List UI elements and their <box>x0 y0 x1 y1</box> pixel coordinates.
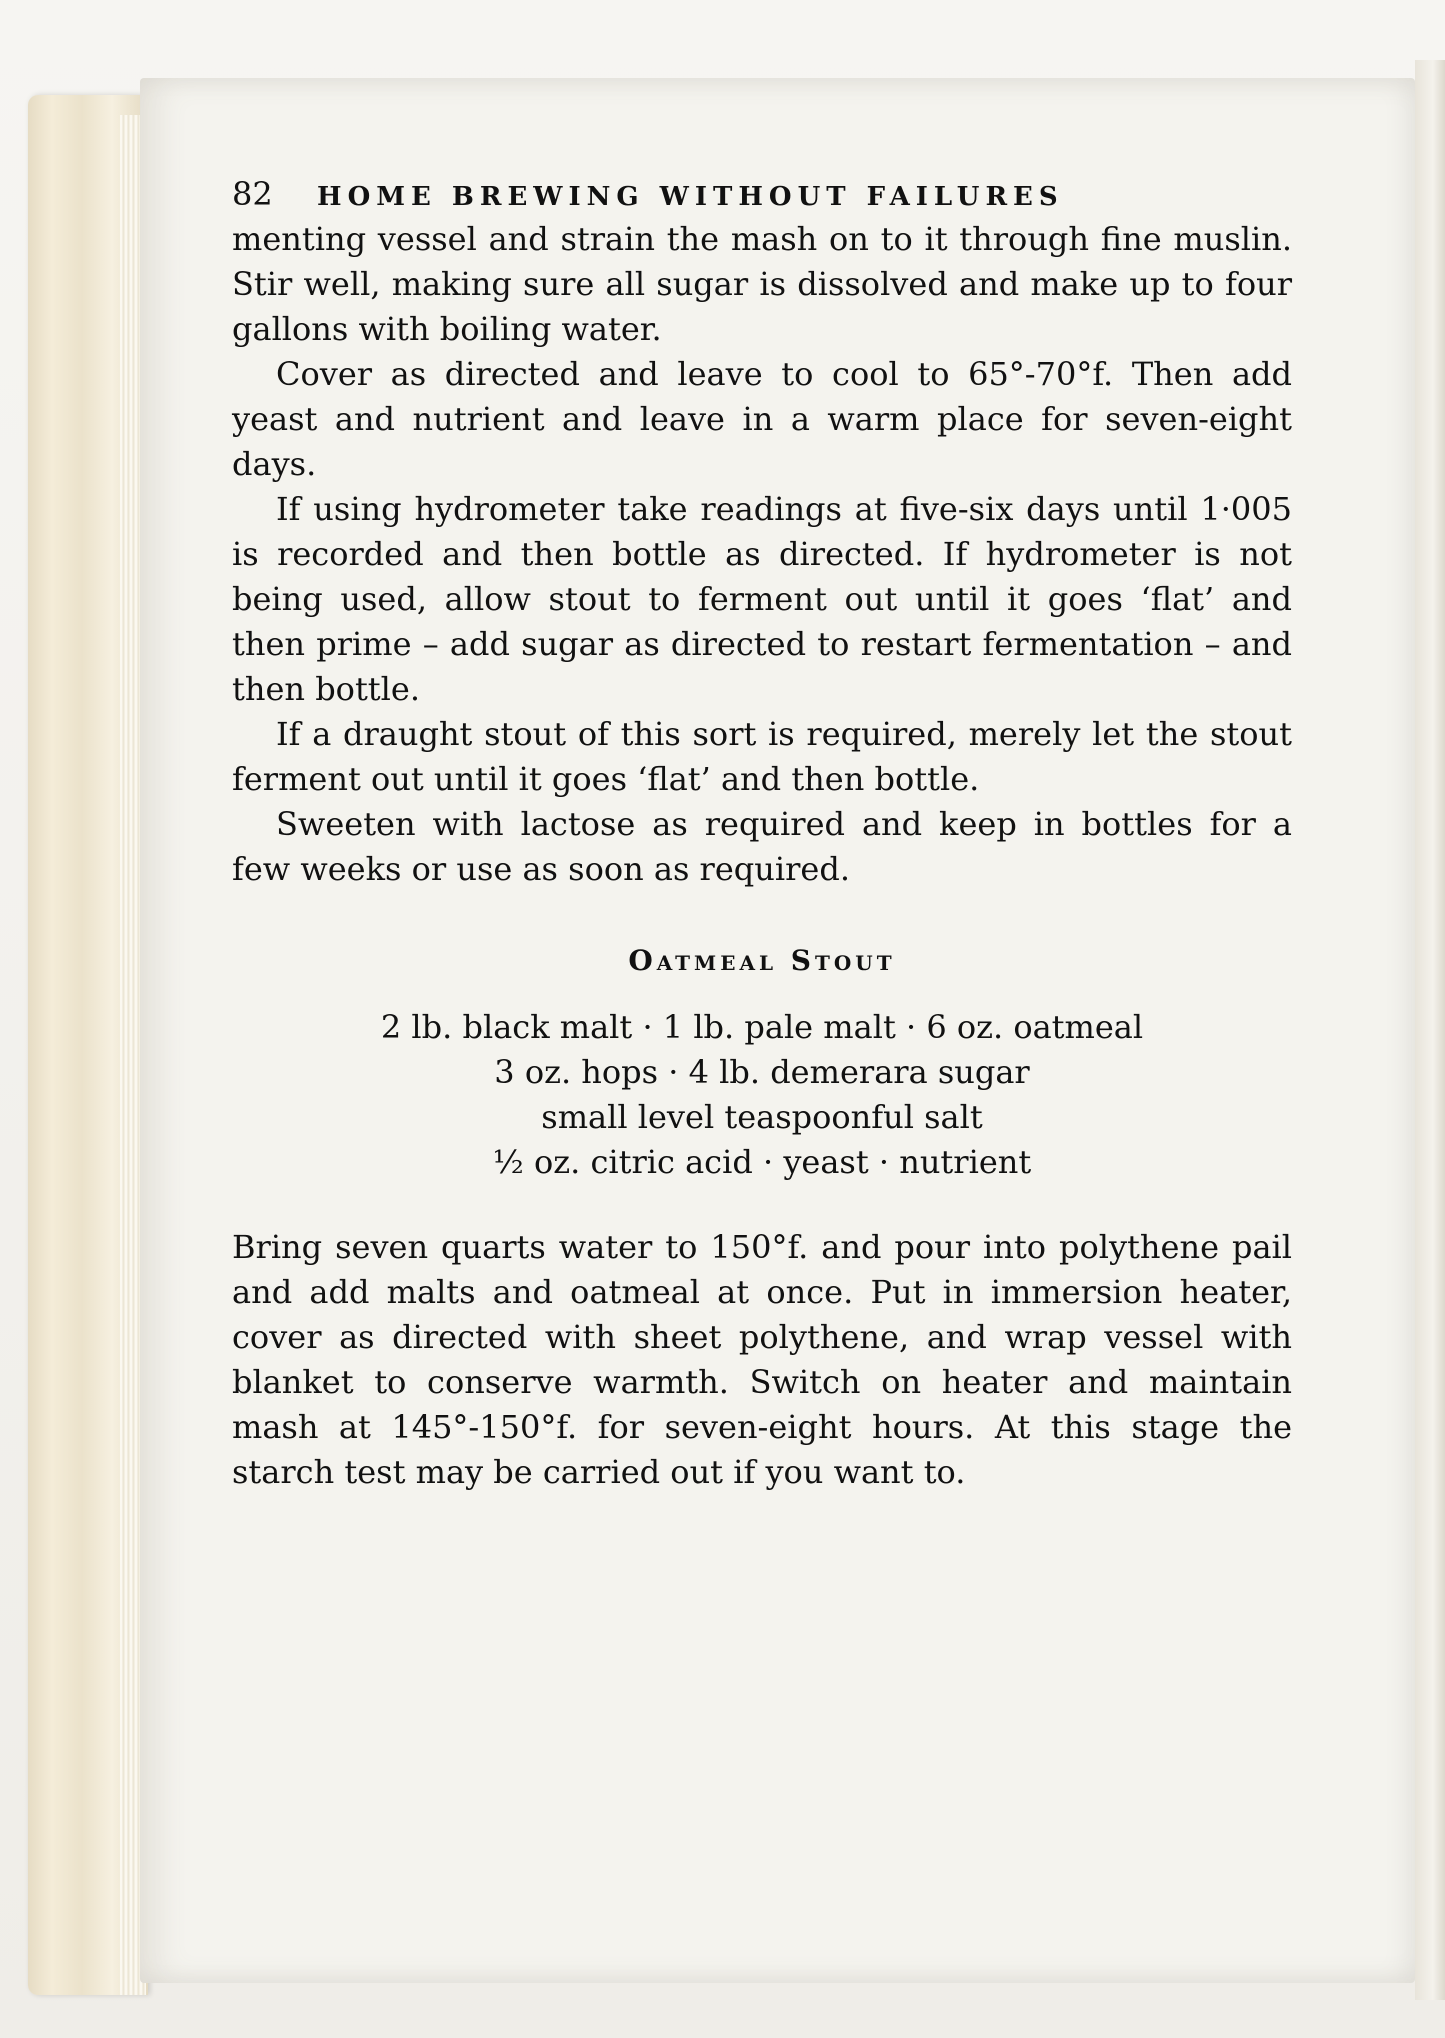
paragraph: If a draught stout of this sort is required, merely let the stout ferment out until it goes ‘flat’ and then bottle. <box>232 715 1292 798</box>
paragraph: Sweeten with lactose as required and keep in bottles for a few weeks or use as soon as required. <box>232 805 1292 888</box>
ingredient-list <box>232 1005 1292 1185</box>
ingredient-line: small level teaspoonful salt <box>541 1098 983 1136</box>
ingredient-line: ½ oz. citric acid · yeast · nutrient <box>492 1143 1032 1181</box>
page-number: 82 <box>232 175 273 213</box>
paragraph: menting vessel and strain the mash on to it through fine muslin. Stir well, making sure all sugar is dissolved and make up to four gallons with boiling water. <box>232 220 1292 348</box>
body-text <box>232 217 1292 892</box>
method-paragraph: Bring seven quarts water to 150°f. and pour into polythene pail and add malts and oatmeal at once. Put in immersion heater, cover as directed with sheet polythene, and wrap vessel with blanket to conserve warmth. Switch on heater and maintain mash at 145°-150°f. for seven-eight hours. At this stage the starch test may be carried out if you want to. <box>232 1228 1292 1491</box>
recipe-title: Oatmeal Stout <box>628 944 896 977</box>
paragraph: Cover as directed and leave to cool to 65°-70°f. Then add yeast and nutrient and leave in a warm place for seven-eight days. <box>232 355 1292 483</box>
recipe-method <box>232 1225 1292 1495</box>
right-page-edge <box>1415 60 1445 2000</box>
paragraph: If using hydrometer take readings at five-six days until 1·005 is recorded and then bottle as directed. If hydrometer is not being used, allow stout to ferment out until it goes ‘flat’ and then prime – add sugar as directed to restart fermentation – and then bottle. <box>232 490 1292 708</box>
ingredient-line: 3 oz. hops · 4 lb. demerara sugar <box>494 1053 1030 1091</box>
book-title-header: HOME BREWING WITHOUT FAILURES <box>317 182 1064 212</box>
ingredient-line: 2 lb. black malt · 1 lb. pale malt · 6 oz. oatmeal <box>380 1008 1144 1046</box>
page-content <box>232 175 1292 1495</box>
running-head <box>232 175 1292 213</box>
